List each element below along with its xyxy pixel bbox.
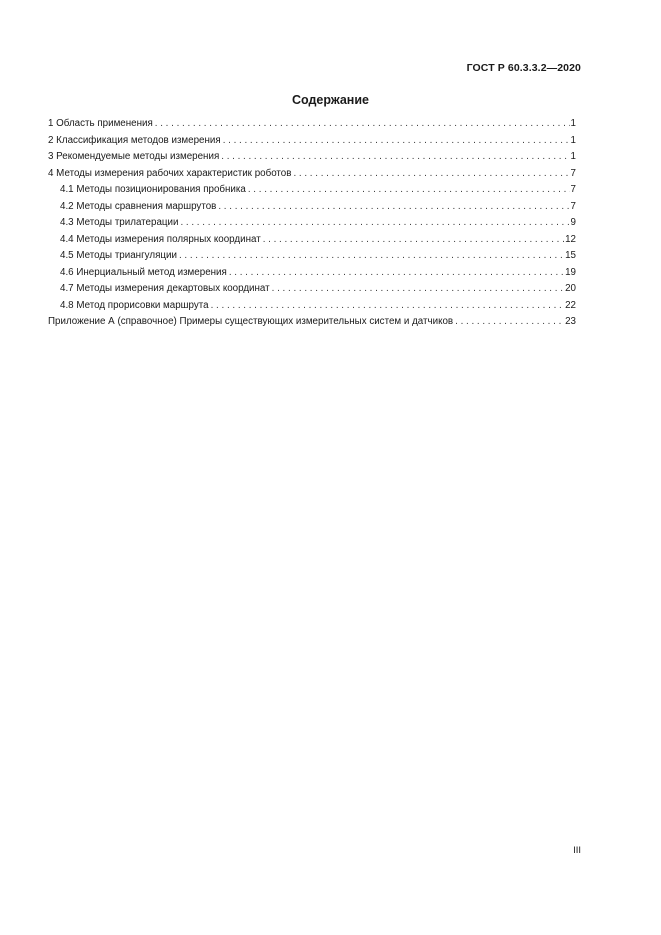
toc-entry-label: 4.6 Инерциальный метод измерения [60, 266, 227, 278]
toc-entry-page: 1 [570, 118, 576, 129]
toc-entry[interactable] [48, 250, 576, 267]
toc-entry-label: 4.5 Методы триангуляции [60, 250, 177, 261]
toc-entry[interactable] [48, 283, 576, 300]
toc-dot-leader [223, 135, 570, 146]
toc-entry-label: 4.4 Методы измерения полярных координат [60, 233, 261, 245]
toc-dot-leader [272, 283, 564, 294]
toc-entry[interactable] [48, 316, 576, 333]
toc-entry-page: 20 [565, 283, 576, 294]
toc-entry-label: 4.2 Методы сравнения маршрутов [60, 200, 217, 212]
toc-entry-page: 1 [570, 151, 576, 162]
toc-dot-leader [229, 267, 564, 278]
toc-entry-label: 4.3 Методы трилатерации [60, 217, 179, 228]
toc-entry-page: 7 [570, 184, 576, 195]
toc-dot-leader [155, 118, 570, 129]
toc-entry-label: 1 Область применения [48, 118, 153, 129]
toc-entry[interactable] [48, 168, 576, 185]
toc-entry-label: 4 Методы измерения рабочих характеристик роботов [48, 167, 292, 179]
table-of-contents [48, 118, 576, 333]
toc-dot-leader [211, 300, 564, 311]
toc-entry[interactable] [48, 201, 576, 218]
page-number: III [573, 845, 581, 856]
toc-entry-label: 4.1 Методы позиционирования пробника [60, 184, 246, 195]
toc-dot-leader [263, 234, 564, 245]
toc-entry[interactable] [48, 217, 576, 234]
toc-entry[interactable] [48, 118, 576, 135]
toc-entry-page: 22 [565, 299, 576, 311]
toc-dot-leader [218, 201, 569, 212]
document-code: ГОСТ Р 60.3.3.2—2020 [466, 62, 581, 74]
toc-entry[interactable] [48, 300, 576, 317]
toc-dot-leader [221, 151, 569, 162]
toc-entry-page: 23 [565, 316, 576, 327]
toc-entry[interactable] [48, 151, 576, 168]
toc-entry-page: 7 [570, 200, 576, 212]
toc-dot-leader [455, 316, 564, 327]
toc-dot-leader [180, 217, 569, 228]
toc-entry-label: 4.7 Методы измерения декартовых координат [60, 283, 270, 294]
toc-dot-leader [179, 250, 564, 261]
toc-entry[interactable] [48, 184, 576, 201]
toc-entry[interactable] [48, 267, 576, 284]
toc-entry-label: 2 Классификация методов измерения [48, 134, 221, 146]
toc-entry-page: 19 [565, 266, 576, 278]
toc-dot-leader [248, 184, 570, 195]
toc-entry-page: 7 [570, 167, 576, 179]
toc-entry-label: Приложение А (справочное) Примеры существующих измерительных систем и датчиков [48, 316, 454, 327]
toc-dot-leader [293, 168, 569, 179]
toc-entry-label: 4.8 Метод прорисовки маршрута [60, 299, 209, 311]
toc-entry-page: 15 [565, 250, 576, 261]
toc-entry[interactable] [48, 135, 576, 152]
toc-title: Содержание [291, 93, 369, 107]
toc-entry-page: 9 [570, 217, 576, 228]
toc-entry-page: 12 [565, 233, 576, 245]
toc-entry-page: 1 [570, 134, 576, 146]
toc-entry[interactable] [48, 234, 576, 251]
toc-entry-label: 3 Рекомендуемые методы измерения [48, 151, 220, 162]
